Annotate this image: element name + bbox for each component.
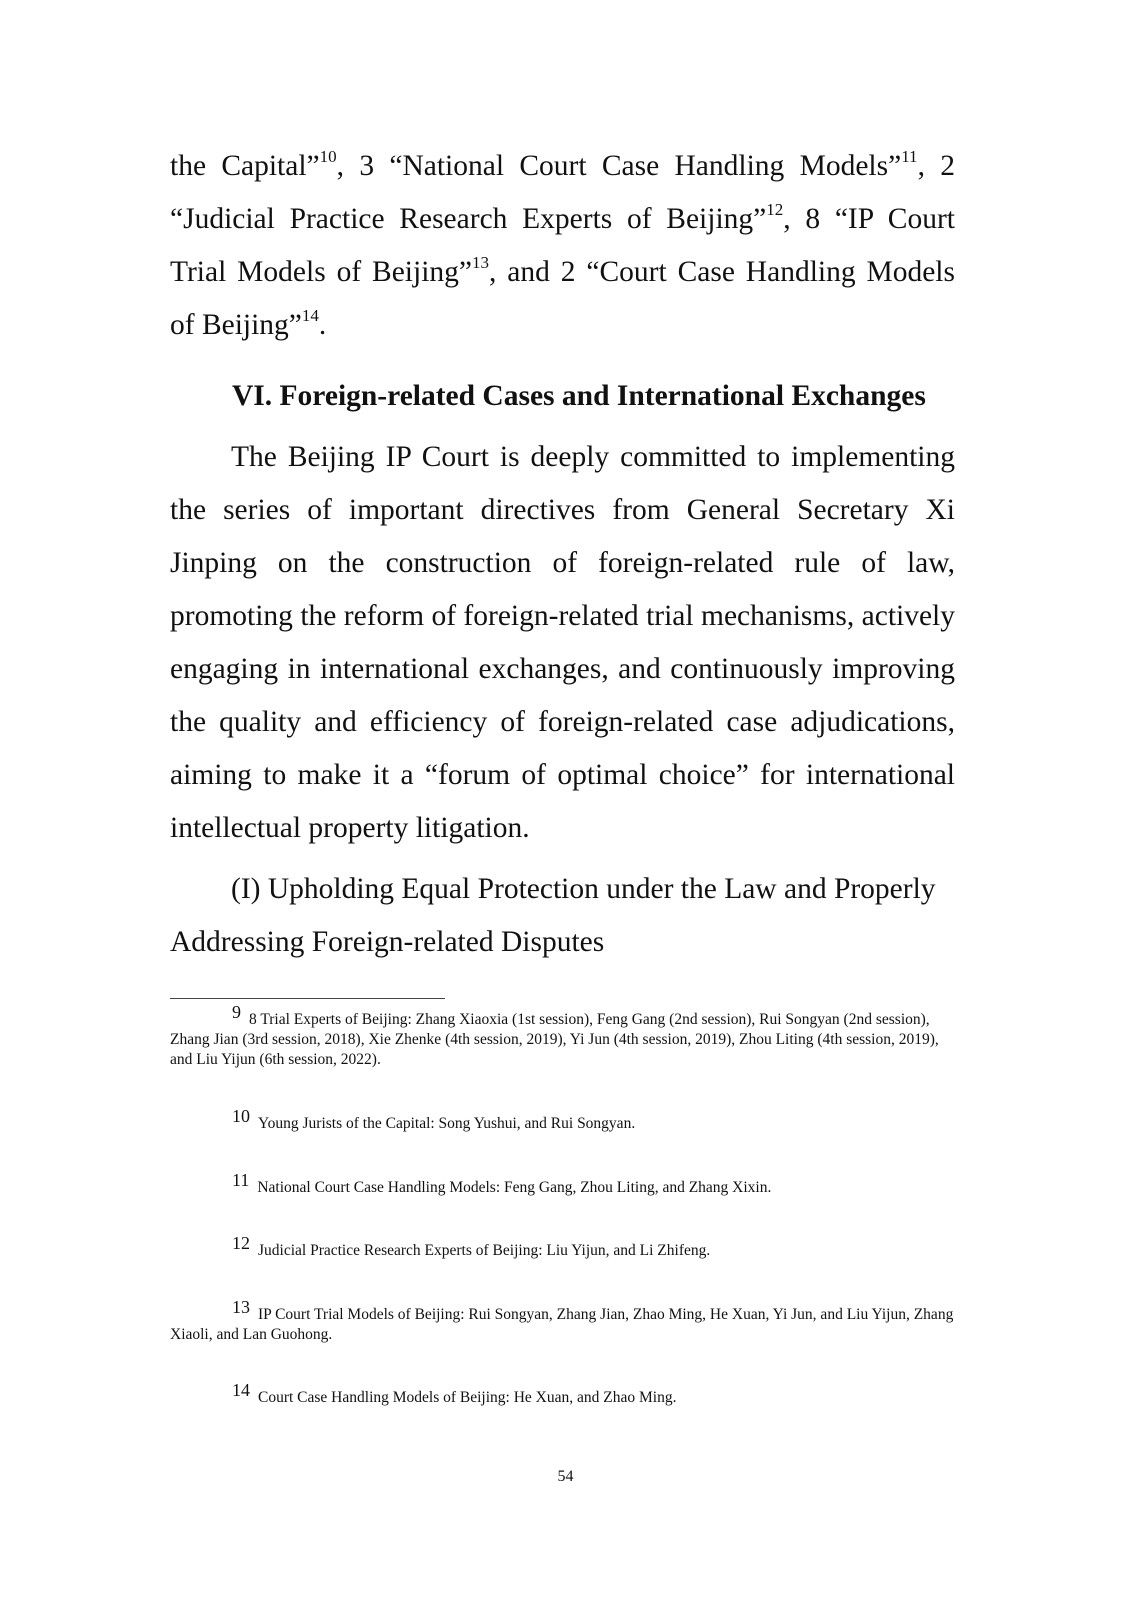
intro-text-4: , 8 “IP Court Trial Models of Beijing” [170, 203, 955, 288]
footnote-ref-14[interactable]: 14 [301, 306, 319, 325]
footnote-mark: 9 [232, 1002, 241, 1022]
footnote-text: Court Case Handling Models of Beijing: He Xuan, and Zhao Ming. [258, 1389, 677, 1406]
footnote-mark: 11 [232, 1170, 250, 1190]
footnote-text: 8 Trial Experts of Beijing: Zhang Xiaoxia (1st session), Feng Gang (2nd session), Rui Songyan (2nd session), Zhang Jian (3rd session, 2018), Xie Zhenke (4th session, 2019), Yi Jun (4th session, 2019), Zhou Liting (4th session, 2019), and Liu Yijun (6th session, 2022). [170, 1011, 939, 1068]
footnote-10 [170, 1106, 955, 1134]
intro-text-2: , 3 “National Court Case Handling Models” [336, 150, 902, 182]
footnote-mark: 13 [232, 1297, 250, 1317]
footnote-text: National Court Case Handling Models: Feng Gang, Zhou Liting, and Zhang Xixin. [257, 1179, 772, 1196]
footnote-9 [170, 1002, 955, 1070]
footnote-ref-10[interactable]: 10 [319, 147, 337, 166]
footnote-mark: 12 [232, 1233, 250, 1253]
footnote-ref-12[interactable]: 12 [766, 200, 784, 219]
footnote-ref-13[interactable]: 13 [472, 253, 489, 272]
footnote-separator [170, 998, 445, 999]
subsection-heading: (I) Upholding Equal Protection under the Law and Properly Addressing Foreign-related Disputes [170, 873, 936, 958]
footnote-text: Judicial Practice Research Experts of Beijing: Liu Yijun, and Li Zhifeng. [258, 1242, 711, 1259]
section-heading: VI. Foreign-related Cases and International Exchanges [232, 380, 926, 412]
section-paragraph: The Beijing IP Court is deeply committed to implementing the series of important directives from General Secretary Xi Jinping on the construction of foreign-related rule of law, promoting the reform of foreign-related trial mechanisms, actively engaging in international exchanges, and continuously improving the quality and efficiency of foreign-related case adjudications, aiming to make it a “forum of optimal choice” for international intellectual property litigation. [170, 441, 955, 844]
footnote-14 [170, 1380, 955, 1408]
footnote-text: IP Court Trial Models of Beijing: Rui Songyan, Zhang Jian, Zhao Ming, He Xuan, Yi Jun, and Liu Yijun, Zhang Xiaoli, and Lan Guohong. [170, 1306, 954, 1343]
intro-text-6: . [318, 309, 327, 341]
page-number: 54 [557, 1468, 574, 1485]
footnote-mark: 14 [232, 1380, 250, 1400]
footnote-mark: 10 [232, 1106, 250, 1126]
footnote-11 [170, 1170, 955, 1198]
intro-paragraph [170, 140, 955, 352]
footnote-12 [170, 1233, 955, 1261]
intro-text-3: , 2 “Judicial Practice Research Experts of Beijing” [170, 150, 955, 235]
footnote-13 [170, 1297, 955, 1345]
intro-text-1: the Capital” [170, 150, 320, 182]
footnote-text: Young Jurists of the Capital: Song Yushui, and Rui Songyan. [258, 1115, 636, 1132]
intro-text-5: , and 2 “Court Case Handling Models of Beijing” [170, 256, 955, 341]
footnote-ref-11[interactable]: 11 [901, 147, 918, 166]
